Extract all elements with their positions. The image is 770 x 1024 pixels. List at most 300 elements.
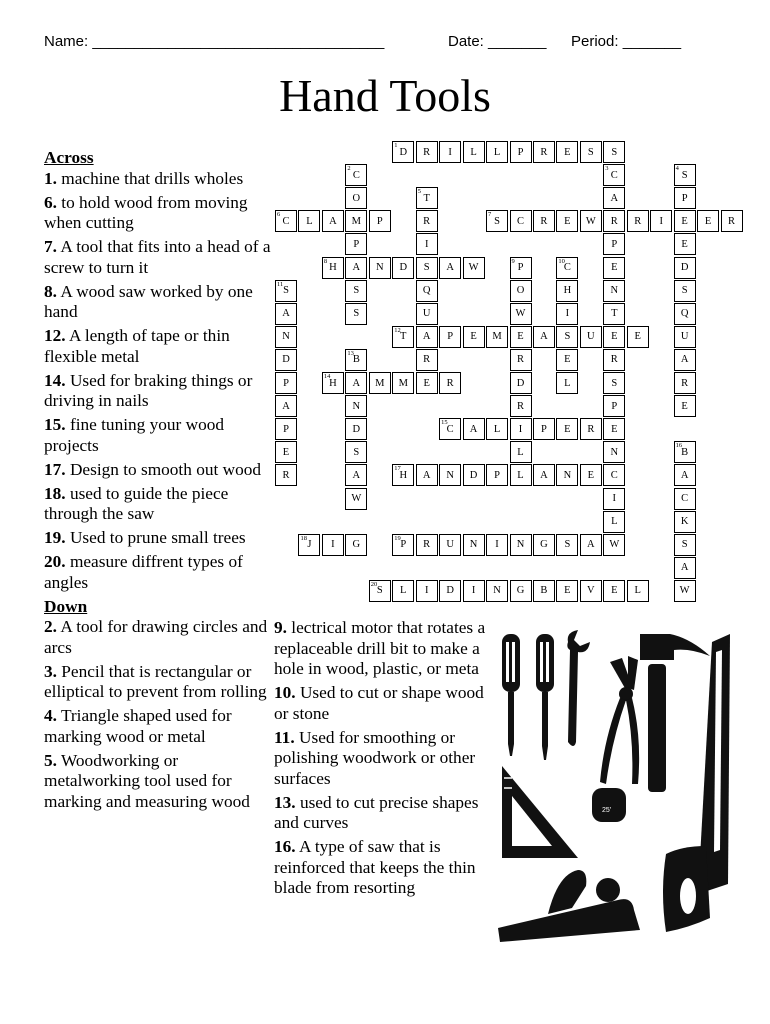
cell-letter: R bbox=[587, 423, 595, 435]
crossword-cell[interactable] bbox=[392, 257, 414, 279]
name-field[interactable]: Name: ___________________________________ bbox=[44, 33, 385, 50]
cell-letter: U bbox=[422, 308, 431, 320]
crossword-cell[interactable] bbox=[721, 210, 743, 232]
cell-letter: R bbox=[516, 400, 524, 412]
cell-letter: P bbox=[517, 262, 524, 273]
crossword-cell[interactable] bbox=[533, 534, 555, 556]
cell-letter: R bbox=[610, 215, 618, 227]
crossword-cell[interactable] bbox=[392, 464, 414, 486]
cell-number: 7 bbox=[488, 211, 492, 219]
cell-letter: E bbox=[681, 238, 688, 250]
cell-letter: E bbox=[611, 423, 618, 435]
crossword-cell[interactable] bbox=[345, 210, 367, 232]
crossword-cell[interactable] bbox=[416, 210, 438, 232]
crossword-cell[interactable] bbox=[416, 233, 438, 255]
clue-text: Triangle shaped used for marking wood or metal bbox=[44, 706, 232, 746]
crossword-cell[interactable] bbox=[510, 580, 532, 602]
cell-letter: L bbox=[517, 469, 524, 481]
crossword-cell[interactable] bbox=[556, 372, 578, 394]
crossword-cell[interactable] bbox=[697, 210, 719, 232]
cell-letter: R bbox=[540, 215, 548, 227]
cell-letter: D bbox=[469, 469, 478, 481]
cell-letter: I bbox=[448, 146, 452, 158]
crossword-cell[interactable] bbox=[486, 418, 508, 440]
crossword-cell[interactable] bbox=[345, 534, 367, 556]
crossword-cell[interactable] bbox=[275, 280, 297, 302]
crossword-cell[interactable] bbox=[463, 580, 485, 602]
crossword-cell[interactable] bbox=[556, 141, 578, 163]
crossword-cell[interactable] bbox=[556, 580, 578, 602]
crossword-cell[interactable] bbox=[275, 395, 297, 417]
crossword-cell[interactable] bbox=[275, 303, 297, 325]
crossword-cell[interactable] bbox=[556, 349, 578, 371]
crossword-cell[interactable] bbox=[603, 233, 625, 255]
crossword-cell[interactable] bbox=[674, 441, 696, 463]
cell-letter: P bbox=[400, 539, 407, 551]
cell-letter: A bbox=[469, 423, 478, 435]
clue-number: 5. bbox=[44, 750, 57, 770]
cell-letter: A bbox=[680, 354, 689, 366]
crossword-cell[interactable] bbox=[416, 464, 438, 486]
cell-number: 9 bbox=[511, 257, 515, 265]
crossword-cell[interactable] bbox=[510, 326, 532, 348]
crossword-cell[interactable] bbox=[416, 257, 438, 279]
cell-letter: W bbox=[468, 262, 479, 273]
crossword-cell[interactable] bbox=[439, 257, 461, 279]
crossword-cell[interactable] bbox=[603, 464, 625, 486]
crossword-cell[interactable] bbox=[650, 210, 672, 232]
crossword-cell[interactable] bbox=[603, 349, 625, 371]
crossword-cell[interactable] bbox=[463, 534, 485, 556]
cell-letter: R bbox=[681, 377, 689, 389]
across-heading: Across bbox=[44, 148, 94, 167]
crossword-cell[interactable] bbox=[275, 418, 297, 440]
crossword-cell[interactable] bbox=[463, 257, 485, 279]
crossword-cell[interactable] bbox=[556, 210, 578, 232]
cell-letter: U bbox=[446, 539, 454, 551]
crossword-cell[interactable] bbox=[533, 464, 555, 486]
clue-item bbox=[44, 193, 272, 234]
clue-text: lectrical motor that rotates a replaceable drill bit to make a hole in wood, plastic, or meta bbox=[274, 618, 486, 678]
clue-text: Design to smooth out wood bbox=[69, 459, 261, 479]
cell-letter: L bbox=[564, 377, 571, 389]
crossword-cell[interactable] bbox=[298, 210, 320, 232]
clue-text: A tool that fits into a head of a screw to turn it bbox=[44, 237, 271, 277]
tape-measure-label: 25' bbox=[602, 807, 612, 814]
crossword-cell[interactable] bbox=[674, 303, 696, 325]
crossword-cell[interactable] bbox=[322, 372, 344, 394]
crossword-cell[interactable] bbox=[674, 464, 696, 486]
crossword-cell[interactable] bbox=[627, 326, 649, 348]
cell-letter: W bbox=[585, 215, 596, 227]
crossword-cell[interactable] bbox=[439, 372, 461, 394]
crossword-cell[interactable] bbox=[674, 210, 696, 232]
crossword-cell[interactable] bbox=[603, 511, 625, 533]
crossword-cell[interactable] bbox=[674, 326, 696, 348]
cell-letter: W bbox=[679, 585, 690, 597]
crossword-cell[interactable] bbox=[556, 303, 578, 325]
clue-text: used to cut precise shapes and curves bbox=[274, 792, 479, 832]
cell-letter: I bbox=[565, 308, 570, 320]
crossword-cell[interactable] bbox=[392, 372, 414, 394]
crossword-cell[interactable] bbox=[674, 349, 696, 371]
cell-letter: I bbox=[424, 585, 429, 597]
crossword-cell[interactable] bbox=[556, 534, 578, 556]
cell-letter: V bbox=[587, 585, 595, 597]
crossword-cell[interactable] bbox=[345, 187, 367, 209]
crossword-cell[interactable] bbox=[275, 464, 297, 486]
crossword-cell[interactable] bbox=[674, 511, 696, 533]
crossword-cell[interactable] bbox=[275, 210, 297, 232]
crossword-cell[interactable] bbox=[603, 210, 625, 232]
clue-text: Woodworking or metalworking tool used for marking and measuring wood bbox=[44, 750, 250, 811]
clue-text: Used for braking things or driving in nails bbox=[44, 370, 253, 410]
cell-number: 3 bbox=[605, 165, 609, 173]
cell-letter: C bbox=[610, 469, 618, 481]
cell-letter: M bbox=[375, 377, 385, 389]
cell-number: 4 bbox=[675, 165, 679, 173]
crossword-cell[interactable] bbox=[416, 372, 438, 394]
cell-letter: H bbox=[329, 377, 337, 389]
cell-number: 17 bbox=[394, 465, 401, 473]
crossword-cell[interactable] bbox=[510, 303, 532, 325]
crossword-cell[interactable] bbox=[416, 534, 438, 556]
clue-item bbox=[44, 528, 272, 549]
cell-letter: E bbox=[564, 423, 571, 435]
crossword-cell[interactable] bbox=[463, 418, 485, 440]
clue-text: Pencil that is rectangular or elliptical to prevent from rolling bbox=[44, 661, 267, 701]
crossword-cell[interactable] bbox=[603, 580, 625, 602]
crossword-cell[interactable] bbox=[345, 233, 367, 255]
crossword-cell[interactable] bbox=[674, 280, 696, 302]
crossword-cell[interactable] bbox=[603, 534, 625, 556]
cell-letter: D bbox=[399, 146, 408, 158]
crossword-cell[interactable] bbox=[627, 580, 649, 602]
cell-letter: L bbox=[611, 516, 618, 528]
crossword-cell[interactable] bbox=[674, 372, 696, 394]
crossword-cell[interactable] bbox=[369, 580, 391, 602]
crossword-cell[interactable] bbox=[510, 395, 532, 417]
clue-column-left bbox=[44, 146, 272, 816]
crossword-cell[interactable] bbox=[463, 464, 485, 486]
cell-number: 10 bbox=[558, 257, 565, 265]
cell-letter: P bbox=[611, 400, 618, 412]
cell-letter: D bbox=[399, 262, 408, 273]
cell-letter: W bbox=[351, 493, 362, 504]
cell-letter: R bbox=[634, 215, 642, 227]
cell-letter: S bbox=[353, 285, 360, 297]
clue-number: 6. bbox=[44, 192, 57, 212]
crossword-cell[interactable] bbox=[416, 349, 438, 371]
crossword-cell[interactable] bbox=[439, 534, 461, 556]
crossword-cell[interactable] bbox=[603, 187, 625, 209]
clue-number: 8. bbox=[44, 281, 57, 301]
crossword-cell[interactable] bbox=[439, 580, 461, 602]
clue-number: 18. bbox=[44, 483, 66, 503]
cell-letter: R bbox=[423, 146, 431, 158]
crossword-cell[interactable] bbox=[392, 580, 414, 602]
crossword-cell[interactable] bbox=[416, 187, 438, 209]
cell-number: 18 bbox=[300, 534, 307, 542]
cell-number: 14 bbox=[323, 373, 331, 380]
cell-letter: S bbox=[564, 539, 571, 551]
clue-number: 1. bbox=[44, 168, 57, 188]
clue-number: 4. bbox=[44, 706, 57, 725]
crossword-cell[interactable] bbox=[580, 210, 602, 232]
crossword-cell[interactable] bbox=[322, 210, 344, 232]
crossword-cell[interactable] bbox=[392, 534, 414, 556]
crossword-cell[interactable] bbox=[603, 488, 625, 510]
crossword-cell[interactable] bbox=[439, 418, 461, 440]
cell-letter: T bbox=[611, 308, 618, 320]
cell-letter: C bbox=[282, 215, 290, 227]
tape-measure-icon bbox=[592, 788, 626, 822]
crossword-cell[interactable] bbox=[533, 418, 555, 440]
cell-letter: H bbox=[563, 285, 572, 297]
cell-letter: R bbox=[423, 215, 431, 227]
crossword-cell[interactable] bbox=[369, 257, 391, 279]
cell-letter: W bbox=[609, 539, 620, 551]
pliers-icon bbox=[600, 656, 639, 784]
crossword-cell[interactable] bbox=[603, 395, 625, 417]
crossword-cell[interactable] bbox=[275, 326, 297, 348]
crossword-cell[interactable] bbox=[510, 418, 532, 440]
crossword-cell[interactable] bbox=[486, 141, 508, 163]
cell-letter: S bbox=[564, 331, 571, 343]
crossword-cell[interactable] bbox=[416, 141, 438, 163]
date-field[interactable]: Date: _______ bbox=[448, 33, 547, 50]
crossword-cell[interactable] bbox=[674, 233, 696, 255]
cell-letter: H bbox=[399, 469, 408, 481]
crossword-cell[interactable] bbox=[510, 210, 532, 232]
crossword-cell[interactable] bbox=[603, 303, 625, 325]
screwdriver-icon bbox=[502, 634, 520, 756]
crossword-cell[interactable] bbox=[369, 372, 391, 394]
cell-letter: N bbox=[610, 285, 619, 297]
cell-letter: C bbox=[516, 215, 524, 227]
clue-item bbox=[274, 618, 496, 680]
cell-letter: M bbox=[351, 215, 362, 227]
crossword-cell[interactable] bbox=[580, 580, 602, 602]
clue-item bbox=[44, 552, 272, 593]
crossword-cell[interactable] bbox=[603, 372, 625, 394]
cell-letter: Q bbox=[422, 285, 431, 297]
crossword-cell[interactable] bbox=[533, 326, 555, 348]
cell-letter: S bbox=[681, 169, 688, 181]
crossword-cell[interactable] bbox=[674, 187, 696, 209]
crossword-cell[interactable] bbox=[345, 303, 367, 325]
crossword-cell[interactable] bbox=[580, 418, 602, 440]
cell-letter: S bbox=[423, 262, 430, 273]
crossword-cell[interactable] bbox=[603, 326, 625, 348]
hand-plane-icon bbox=[498, 870, 640, 942]
crossword-cell[interactable] bbox=[392, 326, 414, 348]
cell-letter: D bbox=[282, 354, 290, 366]
clue-number: 2. bbox=[44, 617, 57, 636]
crossword-cell[interactable] bbox=[580, 534, 602, 556]
cell-letter: N bbox=[376, 262, 384, 273]
clue-number: 9. bbox=[274, 618, 287, 637]
crossword-cell[interactable] bbox=[674, 164, 696, 186]
cell-letter: P bbox=[517, 146, 524, 158]
cell-letter: I bbox=[659, 215, 663, 227]
clue-text: A wood saw worked by one hand bbox=[44, 281, 253, 321]
crossword-cell[interactable] bbox=[533, 141, 555, 163]
clue-number: 11. bbox=[274, 727, 295, 747]
clue-item bbox=[44, 237, 272, 278]
cell-letter: C bbox=[610, 169, 618, 181]
crossword-cell[interactable] bbox=[510, 349, 532, 371]
crossword-cell[interactable] bbox=[345, 164, 367, 186]
crossword-cell[interactable] bbox=[603, 280, 625, 302]
cell-letter: A bbox=[446, 262, 454, 273]
crossword-cell[interactable] bbox=[603, 257, 625, 279]
crossword-cell[interactable] bbox=[345, 488, 367, 510]
crossword-cell[interactable] bbox=[674, 557, 696, 579]
clue-text: A length of tape or thin flexible metal bbox=[44, 326, 230, 366]
crossword-cell[interactable] bbox=[627, 210, 649, 232]
crossword-cell[interactable] bbox=[580, 326, 602, 348]
crossword-cell[interactable] bbox=[603, 441, 625, 463]
crossword-cell[interactable] bbox=[556, 280, 578, 302]
crossword-cell[interactable] bbox=[392, 141, 414, 163]
crossword-cell[interactable] bbox=[345, 395, 367, 417]
crossword-cell[interactable] bbox=[345, 280, 367, 302]
cell-letter: L bbox=[493, 423, 501, 435]
down-clue-list-continued bbox=[274, 618, 496, 899]
crossword-cell[interactable] bbox=[510, 280, 532, 302]
crossword-cell[interactable] bbox=[674, 488, 696, 510]
clue-item bbox=[274, 837, 496, 899]
crossword-cell[interactable] bbox=[463, 326, 485, 348]
crossword-cell[interactable] bbox=[580, 464, 602, 486]
crossword-cell[interactable] bbox=[510, 372, 532, 394]
cell-letter: D bbox=[352, 423, 361, 435]
crossword-cell[interactable] bbox=[416, 580, 438, 602]
crossword-cell[interactable] bbox=[603, 141, 625, 163]
crossword-cell[interactable] bbox=[603, 418, 625, 440]
cell-letter: P bbox=[541, 423, 547, 435]
crossword-cell[interactable] bbox=[556, 326, 578, 348]
cell-letter: N bbox=[610, 446, 619, 458]
crossword-cell[interactable] bbox=[674, 257, 696, 279]
cell-number: 15 bbox=[441, 419, 448, 427]
crossword-cell[interactable] bbox=[510, 464, 532, 486]
crossword-cell[interactable] bbox=[486, 464, 508, 486]
crossword-cell[interactable] bbox=[322, 534, 344, 556]
crossword-cell[interactable] bbox=[275, 349, 297, 371]
clue-item bbox=[44, 415, 272, 456]
crossword-cell[interactable] bbox=[486, 580, 508, 602]
clue-number: 7. bbox=[44, 237, 57, 256]
cell-number: 16 bbox=[675, 442, 683, 450]
crossword-cell[interactable] bbox=[486, 534, 508, 556]
cell-letter: S bbox=[681, 539, 688, 551]
cell-letter: R bbox=[423, 354, 431, 366]
crossword-cell[interactable] bbox=[345, 418, 367, 440]
crossword-cell[interactable] bbox=[674, 580, 696, 602]
crossword-cell[interactable] bbox=[603, 164, 625, 186]
hammer-icon bbox=[640, 634, 710, 792]
crossword-cell[interactable] bbox=[556, 418, 578, 440]
wrench-icon bbox=[567, 630, 590, 746]
crossword-cell[interactable] bbox=[580, 141, 602, 163]
cell-letter: S bbox=[353, 446, 360, 458]
cell-letter: P bbox=[353, 238, 360, 250]
crossword-cell[interactable] bbox=[416, 326, 438, 348]
cell-letter: S bbox=[681, 285, 688, 297]
crossword-cell[interactable] bbox=[345, 257, 367, 279]
handsaw-icon bbox=[663, 634, 730, 932]
crossword-cell[interactable] bbox=[345, 349, 367, 371]
crossword-cell[interactable] bbox=[533, 210, 555, 232]
crossword-cell[interactable] bbox=[345, 441, 367, 463]
cell-letter: U bbox=[587, 331, 595, 343]
crossword-cell[interactable] bbox=[345, 464, 367, 486]
cell-letter: E bbox=[470, 331, 477, 343]
crossword-cell[interactable] bbox=[275, 372, 297, 394]
cell-letter: C bbox=[446, 423, 454, 435]
crossword-cell[interactable] bbox=[439, 326, 461, 348]
crossword-cell[interactable] bbox=[345, 372, 367, 394]
crossword-cell[interactable] bbox=[533, 580, 555, 602]
crossword-cell[interactable] bbox=[510, 257, 532, 279]
crossword-cell[interactable] bbox=[486, 210, 508, 232]
clue-number: 12. bbox=[44, 326, 66, 345]
cell-letter: E bbox=[517, 331, 524, 343]
hand-tools-illustration bbox=[498, 628, 734, 944]
crossword-cell[interactable] bbox=[322, 257, 344, 279]
cell-letter: R bbox=[282, 469, 290, 481]
crossword-cell[interactable] bbox=[556, 464, 578, 486]
crossword-cell[interactable] bbox=[510, 441, 532, 463]
crossword-cell[interactable] bbox=[416, 303, 438, 325]
crossword-cell[interactable] bbox=[275, 441, 297, 463]
cell-letter: H bbox=[329, 262, 337, 273]
crossword-cell[interactable] bbox=[674, 534, 696, 556]
crossword-cell[interactable] bbox=[486, 326, 508, 348]
period-field[interactable]: Period: _______ bbox=[571, 33, 682, 50]
crossword-cell[interactable] bbox=[674, 395, 696, 417]
clue-text: machine that drills wholes bbox=[61, 168, 244, 188]
crossword-cell[interactable] bbox=[439, 141, 461, 163]
cell-number: 20 bbox=[370, 580, 378, 588]
clue-text: A type of saw that is reinforced that keeps the thin blade from resorting bbox=[274, 837, 476, 897]
cell-letter: L bbox=[634, 585, 641, 597]
cell-letter: P bbox=[681, 192, 688, 204]
cell-letter: I bbox=[518, 423, 523, 435]
crossword-cell[interactable] bbox=[463, 141, 485, 163]
cell-letter: R bbox=[516, 354, 524, 366]
crossword-cell[interactable] bbox=[298, 534, 320, 556]
cell-letter: D bbox=[680, 262, 689, 273]
crossword-cell[interactable] bbox=[510, 534, 532, 556]
crossword-cell[interactable] bbox=[369, 210, 391, 232]
clue-text: Used to prune small trees bbox=[69, 528, 246, 547]
clue-text: fine tuning your wood projects bbox=[44, 415, 225, 455]
crossword-cell[interactable] bbox=[556, 257, 578, 279]
crossword-cell[interactable] bbox=[510, 141, 532, 163]
cell-letter: A bbox=[352, 377, 361, 389]
cell-letter: E bbox=[634, 331, 641, 343]
cell-letter: R bbox=[540, 146, 548, 158]
cell-letter: Q bbox=[680, 308, 689, 320]
cell-letter: S bbox=[611, 146, 618, 158]
clue-number: 19. bbox=[44, 528, 66, 547]
cell-letter: J bbox=[307, 539, 312, 551]
crossword-cell[interactable] bbox=[439, 464, 461, 486]
crossword-cell[interactable] bbox=[416, 280, 438, 302]
